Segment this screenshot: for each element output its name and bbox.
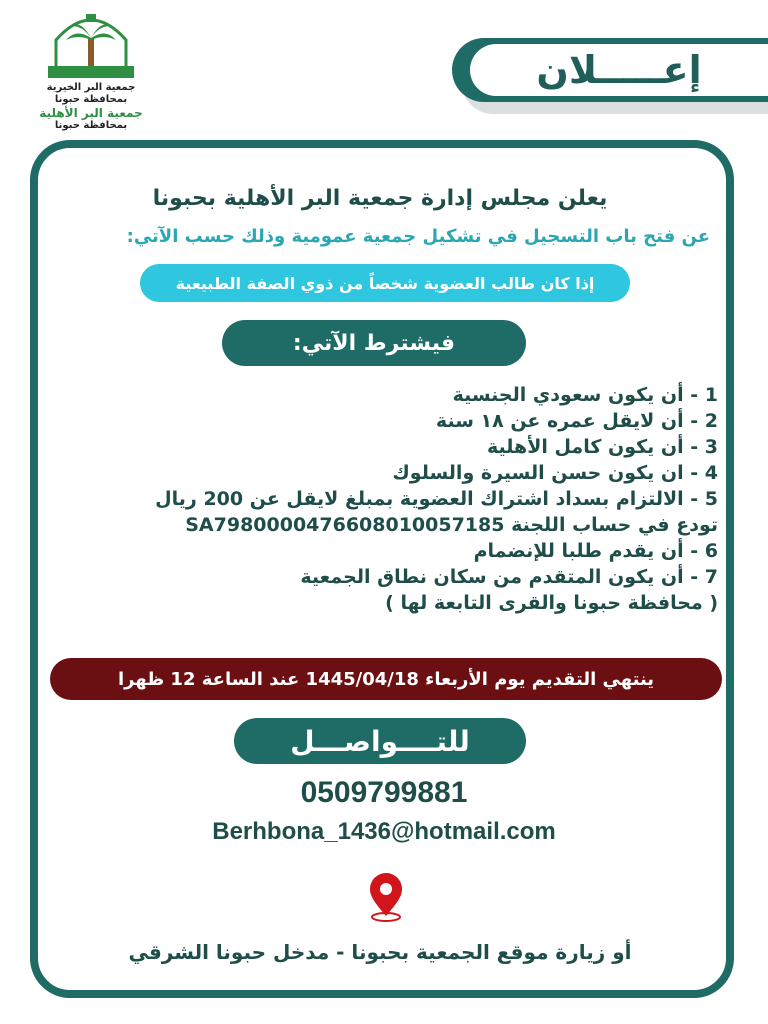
condition-item: 5 - الالتزام بسداد اشتراك العضوية بمبلغ لايقل عن 200 ريال (155, 488, 718, 510)
organization-logo (30, 10, 152, 131)
announcement-title: إعـــــلان (536, 48, 702, 92)
condition-item: 6 - أن يقدم طلبا للإنضمام (473, 540, 718, 562)
deadline-banner (50, 658, 722, 700)
logo-top-text: جمعية البر الخيرية بمحافظة حبونا (46, 82, 136, 105)
membership-note-text: إذا كان طالب العضوية شخصاً من ذوي الصفة الطبيعية (175, 273, 595, 293)
condition-item: ( محافظة حبونا والقرى التابعة لها ) (385, 592, 718, 614)
contact-email: Berhbona_1436@hotmail.com (212, 818, 556, 845)
condition-item: 3 - أن يكون كامل الأهلية (486, 436, 718, 458)
announcement-heading: يعلن مجلس إدارة جمعية البر الأهلية بحبونا (152, 186, 608, 211)
conditions-title: فيشترط الآتي: (292, 330, 456, 356)
visit-location-text: أو زيارة موقع الجمعية بحبونا - مدخل حبونا الشرقي (128, 940, 632, 964)
condition-item: تودع في حساب اللجنة SA7980000476608010057185 (185, 514, 718, 536)
membership-note (140, 264, 630, 302)
location-pin-icon (366, 872, 406, 922)
mosque-palm-logo-icon (36, 10, 146, 82)
announcement-subheading: عن فتح باب التسجيل في تشكيل جمعية عمومية وذلك حسب الآتي: (126, 226, 710, 247)
deadline-text: ينتهي التقديم يوم الأربعاء 1445/04/18 عند الساعة 12 ظهرا (117, 668, 655, 690)
logo-city: بمحافظة حبونا (54, 120, 128, 131)
contact-phone: 0509799881 (300, 776, 468, 809)
conditions-list (40, 382, 718, 616)
contact-title-pill (234, 718, 526, 764)
announcement-banner-inner (470, 44, 768, 96)
condition-item: 2 - أن لايقل عمره عن ١٨ سنة (435, 410, 718, 432)
conditions-title-pill (222, 320, 526, 366)
condition-item: 1 - أن يكون سعودي الجنسية (452, 384, 718, 406)
condition-item: 7 - أن يكون المتقدم من سكان نطاق الجمعية (300, 566, 718, 588)
logo-name: جمعية البر الأهلية (39, 106, 143, 120)
condition-item: 4 - ان يكون حسن السيرة والسلوك (392, 462, 718, 484)
contact-title: للتــــواصـــل (290, 724, 470, 758)
